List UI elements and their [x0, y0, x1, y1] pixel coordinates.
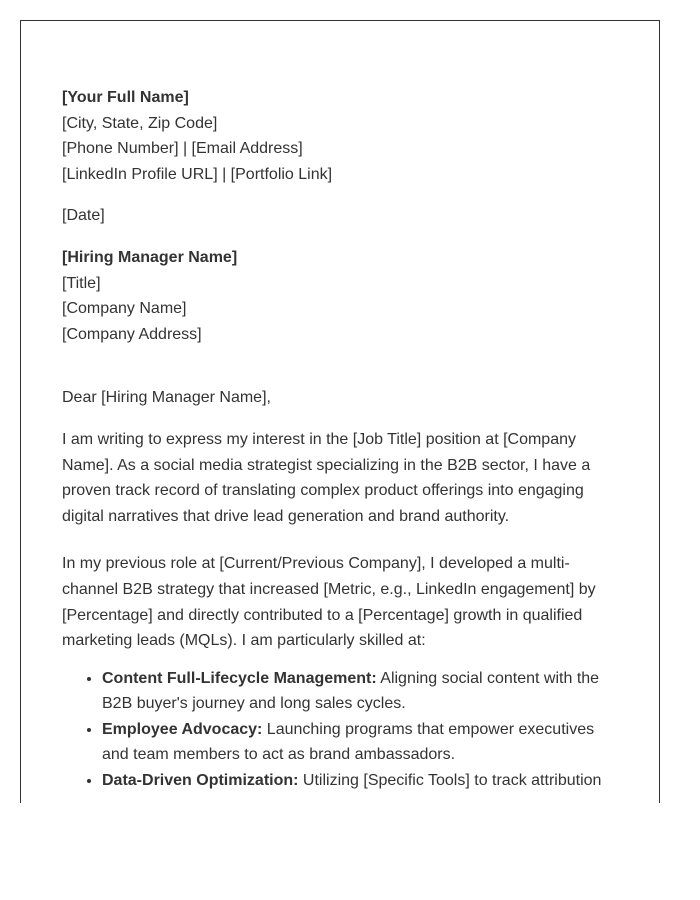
recipient-address: [Company Address]	[62, 325, 202, 343]
skill-text: Utilizing [Specific Tools] to track attribution	[298, 772, 602, 790]
skill-text: Launching programs that empower executives and team members to act as brand ambassadors.	[102, 720, 595, 764]
list-item	[102, 768, 617, 794]
sender-block	[62, 85, 617, 187]
letter-date: [Date]	[62, 207, 105, 225]
spacer	[62, 363, 617, 385]
skill-text: Aligning social content with the B2B buyer's journey and long sales cycles.	[102, 669, 600, 713]
recipient-block	[62, 245, 617, 347]
skill-title: Employee Advocacy:	[102, 720, 263, 738]
paragraph-intro: I am writing to express my interest in the [Job Title] position at [Company Name]. As a social media strategist specializing in the B2B sector, I have a proven track record of translating complex product offerings into engaging digital narratives that drive lead generation and brand authority.	[62, 430, 591, 525]
date-block	[62, 203, 617, 229]
sender-name: [Your Full Name]	[62, 89, 189, 106]
list-item	[102, 717, 617, 768]
skill-title: Data-Driven Optimization:	[102, 772, 299, 790]
sender-contact: [Phone Number] | [Email Address]	[62, 140, 303, 158]
sender-links: [LinkedIn Profile URL] | [Portfolio Link]	[62, 165, 333, 183]
recipient-company: [Company Name]	[62, 300, 187, 318]
letter-page	[20, 20, 660, 803]
sender-city: [City, State, Zip Code]	[62, 114, 218, 132]
skill-title: Content Full-Lifecycle Management:	[102, 669, 377, 687]
paragraph-experience: In my previous role at [Current/Previous Company], I developed a multi-channel B2B strategy that increased [Metric, e.g., LinkedIn engagement] by [Percentage] and directly contributed to a [Percentage] growth in qualified marketing leads (MQLs). I am particularly skilled at:	[62, 555, 596, 650]
recipient-title: [Title]	[62, 274, 101, 292]
salutation: Dear [Hiring Manager Name],	[62, 389, 271, 407]
recipient-name: [Hiring Manager Name]	[62, 248, 238, 266]
list-item	[102, 666, 617, 717]
letter-content	[62, 85, 617, 794]
skills-list	[62, 666, 617, 794]
